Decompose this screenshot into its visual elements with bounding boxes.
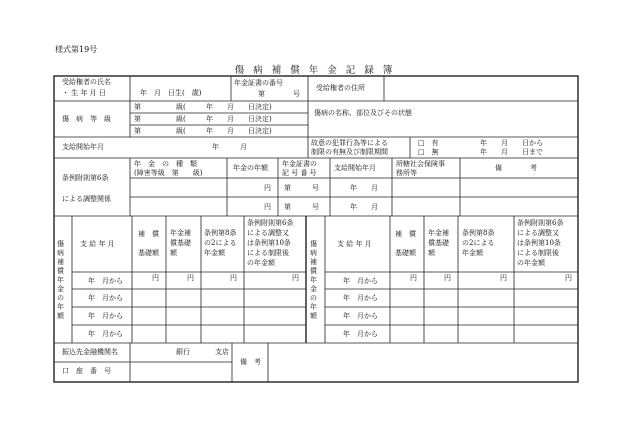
left-compensation-yen: 円 [152, 274, 159, 282]
recipient-birth-label: ・ 生 年 月 日 [62, 89, 106, 97]
start-month-label: 支給開始年月 [62, 143, 104, 151]
right-art6-header-3: は条例第10条 [517, 239, 561, 247]
right-art8-header-2: の2による [462, 239, 495, 247]
recipient-name-label: 受給権者の氏名 [62, 78, 111, 86]
left-compensation-header-2: 基礎額 [138, 249, 159, 257]
injury-description-label: 傷病の名称、部位及びその状態 [314, 109, 412, 117]
adjustment-label-1: 条例附則第6条 [62, 174, 109, 182]
left-art6-header-1: 条例附則第6条 [247, 219, 294, 227]
adjustment-row-2-yen: 円 [264, 203, 271, 211]
annual-side-label-left: 傷病補償年金の年額 [57, 240, 64, 320]
right-art6-header-5: の年金額 [517, 259, 545, 267]
right-pension-base-header-1: 年金補 [428, 229, 449, 237]
right-pension-base-header-3: 額 [428, 249, 435, 257]
adjustment-row-1-number: 第 号 [284, 184, 319, 192]
right-art8-header-1: 条例第8条 [462, 229, 495, 237]
grade-row-2-prefix: 第 [134, 115, 141, 123]
left-art6-yen: 円 [292, 274, 299, 282]
right-art6-header-1: 条例附則第6条 [517, 219, 564, 227]
pension-cert-number: 第 号 [258, 90, 300, 98]
crime-restriction-label-1: 故意の犯罪行為等による [311, 139, 388, 147]
left-art8-header-1: 条例第8条 [204, 229, 237, 237]
left-art6-header-5: の年金額 [247, 259, 275, 267]
cert-number-header-1: 年金証書の [282, 160, 317, 168]
left-period-header: 支 給 年 月 [80, 240, 115, 248]
right-row-1-period: 年 月から [343, 277, 378, 285]
remarks-header: 備 考 [495, 164, 537, 172]
right-pension-base-yen: 円 [444, 274, 451, 282]
bank-name-label: 振込先金融機関名 [62, 348, 118, 356]
left-art6-header-4: による制限後 [247, 249, 289, 257]
adjustment-row-1-yen: 円 [264, 184, 271, 192]
account-number-label: 口 座 番 号 [62, 367, 111, 375]
adjustment-label-2: による調整関係 [62, 195, 111, 203]
pension-type-header-2: (障害等級 第 級) [134, 169, 203, 177]
page-title: 傷 病 補 償 年 金 記 録 簿 [234, 65, 396, 76]
left-art8-yen: 円 [230, 274, 237, 282]
grade-row-1-prefix: 第 [134, 103, 141, 111]
left-pension-base-yen: 円 [187, 274, 194, 282]
left-art8-header-2: の2による [204, 239, 237, 247]
left-art6-header-2: による調整又 [247, 229, 289, 237]
right-row-3-period: 年 月から [343, 312, 378, 320]
left-pension-base-header-2: 償基礎 [170, 239, 191, 247]
pension-type-header-1: 年 金 の 種 類 [134, 160, 197, 168]
crime-restriction-label-2: 制限の有無及び制限期間 [311, 148, 388, 156]
right-compensation-header-1: 補 償 [395, 230, 416, 238]
left-row-3-period: 年 月から [88, 312, 123, 320]
grade-row-1-grade: 級( [176, 103, 186, 111]
adjustment-row-2-number: 第 号 [284, 203, 319, 211]
start-month-value: 年 月 [212, 143, 247, 151]
grade-label: 傷 病 等 級 [62, 115, 111, 123]
grade-row-3-grade: 級( [176, 127, 186, 135]
social-insurance-office-header-1: 所轄社会保険事 [396, 160, 445, 168]
right-art6-yen: 円 [565, 274, 572, 282]
right-art6-header-2: による調整又 [517, 229, 559, 237]
right-row-4-period: 年 月から [343, 330, 378, 338]
left-art6-header-3: は条例第10条 [247, 239, 291, 247]
left-pension-base-header-1: 年金補 [170, 229, 191, 237]
birth-date-field: 年 月 日生( 歳) [140, 89, 202, 97]
grade-row-2-date: 年 月 日決定) [206, 115, 272, 123]
grade-row-3-prefix: 第 [134, 127, 141, 135]
right-compensation-yen: 円 [410, 274, 417, 282]
restriction-from-date: 年 月 日から [480, 139, 543, 147]
left-compensation-header-1: 補 償 [138, 230, 159, 238]
left-row-1-period: 年 月から [88, 277, 123, 285]
grade-row-3-date: 年 月 日決定) [206, 127, 272, 135]
right-art8-yen: 円 [500, 274, 507, 282]
social-insurance-office-header-2: 務所等 [396, 169, 417, 177]
left-row-2-period: 年 月から [88, 294, 123, 302]
right-compensation-header-2: 基礎額 [395, 249, 416, 257]
restriction-until-date: 年 月 日まで [480, 148, 543, 156]
start-month-header: 支給開始年月 [334, 164, 376, 172]
left-row-4-period: 年 月から [88, 330, 123, 338]
form-number: 様式第19号 [55, 45, 98, 54]
grade-row-1-date: 年 月 日決定) [206, 103, 272, 111]
restriction-no-checkbox[interactable]: □ 無 [418, 148, 439, 156]
recipient-address-label: 受給権者の住所 [316, 84, 365, 92]
bank-remarks-label: 備 考 [240, 358, 261, 366]
pension-cert-label: 年金証書の番号 [234, 79, 283, 87]
grade-row-2-grade: 級( [176, 115, 186, 123]
right-pension-base-header-2: 償基礎 [428, 239, 449, 247]
restriction-yes-checkbox[interactable]: □ 有 [418, 139, 439, 147]
right-row-2-period: 年 月から [343, 294, 378, 302]
right-art8-header-3: 年金額 [462, 249, 483, 257]
annual-side-label-right: 傷病補償年金の年額 [310, 240, 317, 320]
left-art8-header-3: 年金額 [204, 249, 225, 257]
right-period-header: 支 給 年 月 [337, 240, 372, 248]
adjustment-row-2-month: 年 月 [350, 203, 378, 211]
bank-suffix: 銀行 [176, 348, 190, 356]
cert-number-header-2: 記 号 番 号 [282, 169, 317, 177]
adjustment-row-1-month: 年 月 [350, 184, 378, 192]
right-art6-header-4: による制限後 [517, 249, 559, 257]
branch-suffix: 支店 [215, 348, 229, 356]
pension-amount-header: 年金の年額 [233, 164, 268, 172]
left-pension-base-header-3: 額 [170, 249, 177, 257]
